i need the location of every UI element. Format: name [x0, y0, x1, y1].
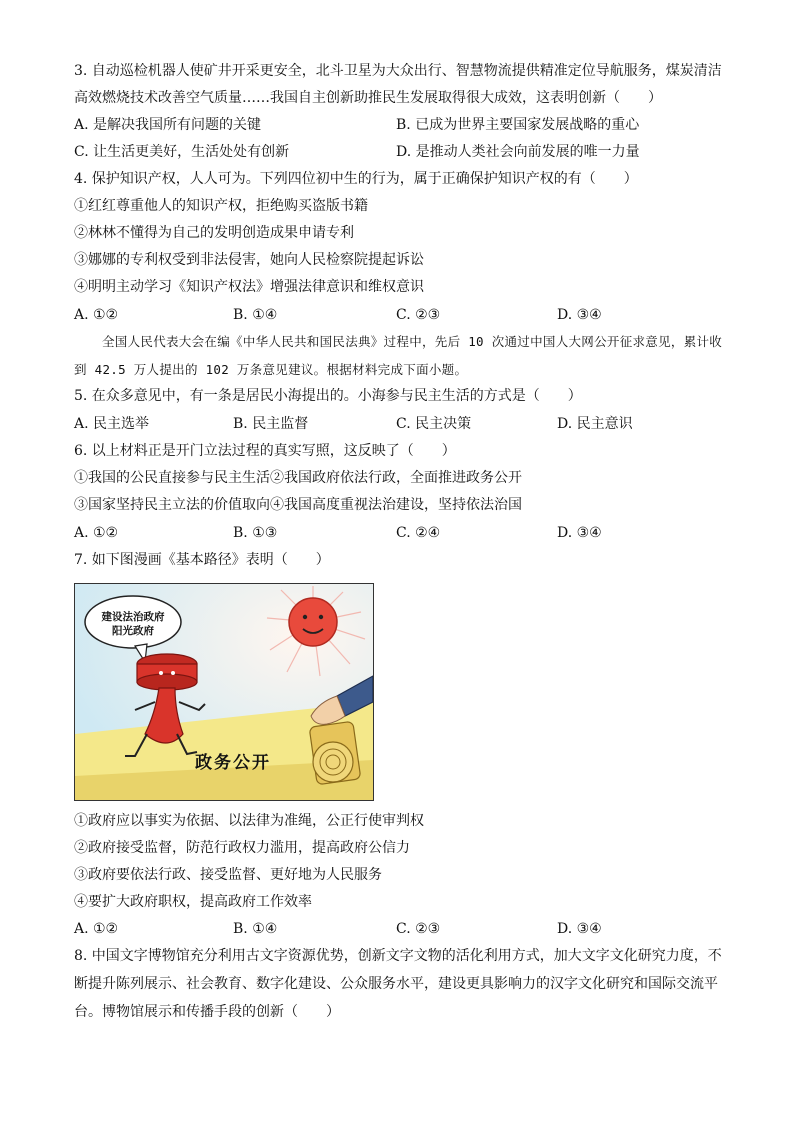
- q7-item-2: ②政府接受监督，防范行政权力滥用，提高政府公信力: [74, 840, 410, 856]
- q3-option-a: A. 是解决我国所有问题的关键: [74, 117, 262, 133]
- q4-item-3: ③娜娜的专利权受到非法侵害，她向人民检察院提起诉讼: [74, 252, 424, 268]
- q7-option-b: B. ①④: [233, 921, 278, 937]
- bubble-text-line1: 建设法治政府: [101, 611, 165, 623]
- q6-stem: 6. 以上材料正是开门立法过程的真实写照，这反映了（ ）: [74, 443, 456, 459]
- rolled-scroll: [309, 721, 361, 785]
- sun-eye-right: [319, 615, 323, 619]
- q4-option-d: D. ③④: [557, 307, 602, 323]
- q5-option-d: D. 民主意识: [557, 416, 633, 432]
- q5-stem: 5. 在众多意见中，有一条是居民小海提出的。小海参与民主生活的方式是（ ）: [74, 388, 582, 404]
- q5-option-b: B. 民主监督: [233, 416, 309, 432]
- q3-stem-line2: 高效燃烧技术改善空气质量……我国自主创新助推民生发展取得很大成效，这表明创新（ ）: [74, 90, 662, 106]
- q4-option-a: A. ①②: [74, 307, 119, 323]
- material-passage: 全国人民代表大会在编《中华人民共和国民法典》过程中，先后 10 次通过中国人大网公开征求意见，累计收到 42.5 万人提出的 102 万条意见建议。根据材料完成下面小题。: [74, 334, 723, 377]
- q3-option-d: D. 是推动人类社会向前发展的唯一力量: [396, 144, 640, 160]
- q4-item-2: ②林林不懂得为自己的发明创造成果申请专利: [74, 225, 354, 241]
- comic-banner-text: 政务公开: [195, 753, 271, 773]
- bubble-text-line2: 阳光政府: [112, 625, 154, 637]
- sun-eye-left: [303, 615, 307, 619]
- q6-items-line2: ③国家坚持民主立法的价值取向④我国高度重视法治建设，坚持依法治国: [74, 497, 522, 513]
- q4-option-b: B. ①④: [233, 307, 278, 323]
- q7-option-c: C. ②③: [396, 921, 441, 937]
- q7-item-3: ③政府要依法行政、接受监督、更好地为人民服务: [74, 867, 382, 883]
- q3-stem-line1: 3. 自动巡检机器人使矿井开采更安全，北斗卫星为大众出行、智慧物流提供精准定位导航服务，煤炭清洁: [74, 63, 722, 79]
- q7-item-1: ①政府应以事实为依据、以法律为准绳，公正行使审判权: [74, 813, 424, 829]
- q7-stem: 7. 如下图漫画《基本路径》表明（ ）: [74, 552, 330, 568]
- q6-option-b: B. ①③: [233, 525, 278, 541]
- q7-option-d: D. ③④: [557, 921, 602, 937]
- q7-item-4: ④要扩大政府职权，提高政府工作效率: [74, 894, 312, 910]
- q6-option-d: D. ③④: [557, 525, 602, 541]
- q6-items-line1: ①我国的公民直接参与民主生活②我国政府依法行政，全面推进政务公开: [74, 470, 522, 486]
- q4-option-c: C. ②③: [396, 307, 441, 323]
- q4-item-1: ①红红尊重他人的知识产权，拒绝购买盗版书籍: [74, 198, 368, 214]
- q4-stem: 4. 保护知识产权，人人可为。下列四位初中生的行为，属于正确保护知识产权的有（ ）: [74, 171, 638, 187]
- sun-icon: [289, 598, 337, 646]
- q6-option-a: A. ①②: [74, 525, 119, 541]
- q3-option-c: C. 让生活更美好，生活处处有创新: [74, 144, 290, 160]
- q5-option-c: C. 民主决策: [396, 416, 472, 432]
- q7-option-a: A. ①②: [74, 921, 119, 937]
- q8-stem: 8. 中国文字博物馆充分利用古文字资源优势，创新文字文物的活化利用方式，加大文字文化研究力度，不断提升陈列展示、社会教育、数字化建设、公众服务水平，建设更具影响力的汉字文化研究和国际交流平台。博物馆展示和传播手段的创新（ ）: [74, 948, 722, 1020]
- comic-illustration: [75, 584, 373, 800]
- q5-option-a: A. 民主选举: [74, 416, 150, 432]
- q3-option-b: B. 已成为世界主要国家发展战略的重心: [396, 117, 640, 133]
- q6-option-c: C. ②④: [396, 525, 441, 541]
- q4-item-4: ④明明主动学习《知识产权法》增强法律意识和维权意识: [74, 279, 424, 295]
- comic-basic-path: [74, 583, 374, 801]
